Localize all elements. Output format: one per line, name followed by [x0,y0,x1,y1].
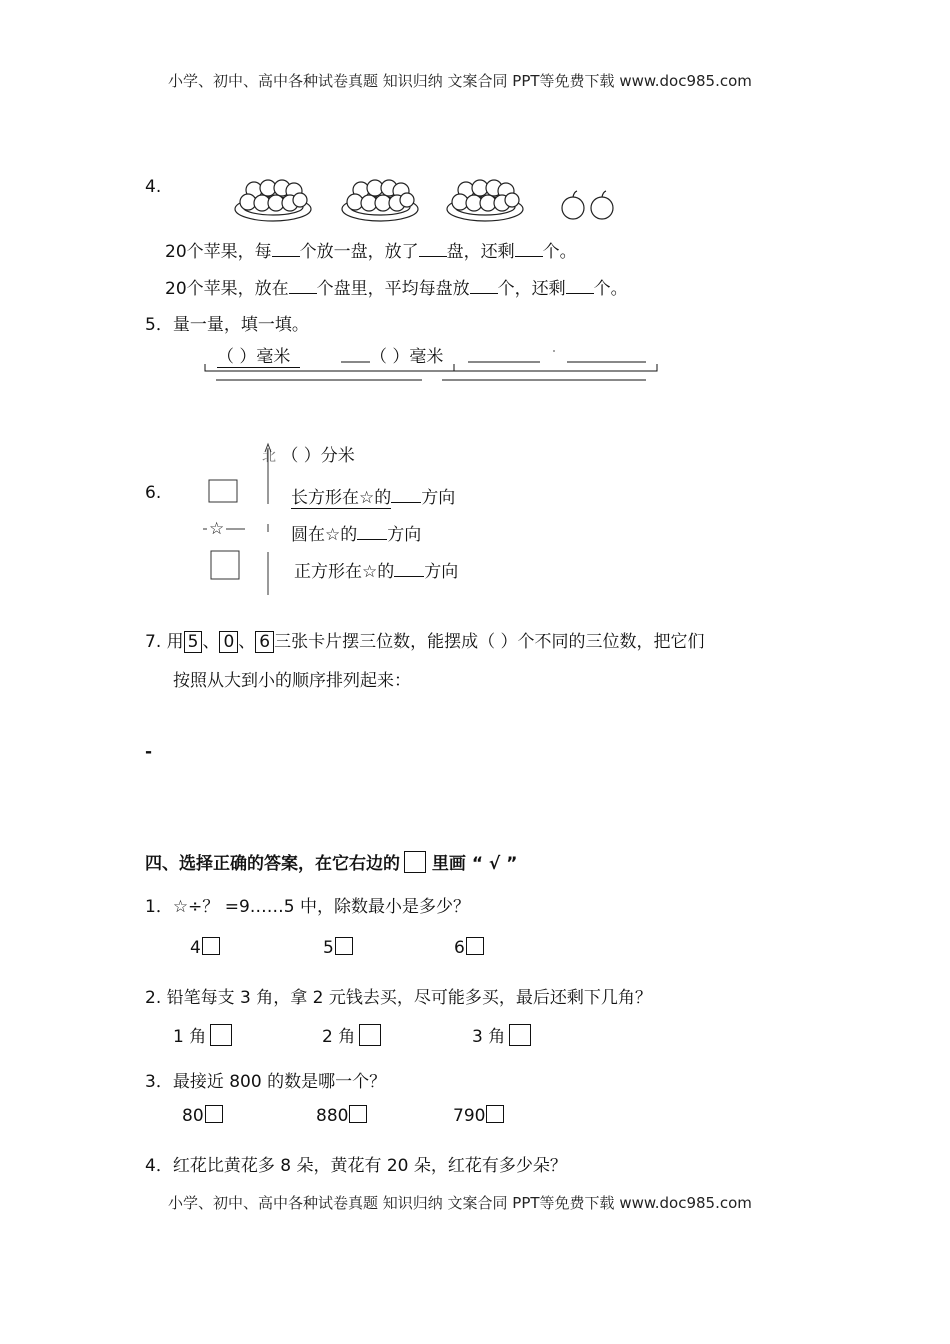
q4-line1: 20个苹果，每 个放一盘，放了 盘，还剩 个。 [165,242,577,262]
s4-q1-option-b[interactable]: 5 [323,937,353,958]
blank[interactable] [272,240,300,257]
q5-label-2: （ ）毫米 [370,347,444,367]
checkbox[interactable] [486,1105,504,1123]
card-5: 5 [184,631,203,653]
s4-q1-text: 1．☆÷？ =9……5 中，除数最小是多少？ [145,897,470,917]
checkbox[interactable] [349,1105,367,1123]
s4-q3-option-c[interactable]: 790 [453,1105,504,1126]
s4-q2-option-b[interactable]: 2 角 [322,1022,381,1047]
q6-sentence-1: 长方形在☆的 方向 [291,488,456,508]
blank[interactable] [357,523,387,540]
q6-number: 6. [145,483,162,503]
q4-number: 4. [145,177,162,197]
q6-sentence-3: 正方形在☆的 方向 [294,562,459,582]
s4-q2-text: 2. 铅笔每支 3 角，拿 2 元钱去买，尽可能多买，最后还剩下几角？ [145,988,652,1008]
q7-line2: 按照从大到小的顺序排列起来： [173,671,411,691]
blank[interactable] [566,277,594,294]
page-header: 小学、初中、高中各种试卷真题 知识归纳 文案合同 PPT等免费下载 www.doc985.com [168,72,752,90]
blank[interactable] [394,560,424,577]
s4-q2-option-c[interactable]: 3 角 [472,1022,531,1047]
checkbox[interactable] [335,937,353,955]
q7-answer-dash: - [145,742,153,762]
checkbox[interactable] [509,1024,531,1046]
q7-line1: 7. 用 5 、 0 、 6 三张卡片摆三位数，能摆成（ ）个不同的三位数，把它们 [145,632,705,652]
s4-q3-text: 3．最接近 800 的数是哪一个？ [145,1072,387,1092]
s4-q2-option-a[interactable]: 1 角 [173,1022,232,1047]
checkbox[interactable] [210,1024,232,1046]
s4-q4-text: 4．红花比黄花多 8 朵，黄花有 20 朵，红花有多少朵？ [145,1156,567,1176]
q6-sentence-2: 圆在☆的 方向 [291,525,422,545]
north-label: 北 [262,449,276,465]
card-6: 6 [255,631,274,653]
q4-line2: 20个苹果，放在 个盘里，平均每盘放 个，还剩 个。 [165,279,628,299]
star-icon: ☆ [209,519,225,539]
checkbox[interactable] [466,937,484,955]
q5-label-3: 北 （ ）分米 [262,446,355,466]
blank[interactable] [391,486,421,503]
measurement-segments [200,340,670,390]
q5-label-1: （ ）毫米 [217,342,300,368]
checkbox[interactable] [202,937,220,955]
section4-title: 四、选择正确的答案，在它右边的 里画 “ √ ” [145,849,517,874]
checkbox[interactable] [359,1024,381,1046]
s4-q3-option-a[interactable]: 80 [182,1105,223,1126]
checkbox[interactable] [205,1105,223,1123]
card-0: 0 [219,631,238,653]
s4-q1-option-c[interactable]: 6 [454,937,484,958]
blank[interactable] [515,240,543,257]
page-footer: 小学、初中、高中各种试卷真题 知识归纳 文案合同 PPT等免费下载 www.doc985.com [168,1194,752,1212]
s4-q3-option-b[interactable]: 880 [316,1105,367,1126]
apple-plates-illustration [230,176,630,228]
blank[interactable] [470,277,498,294]
blank[interactable] [289,277,317,294]
checkbox-example [404,851,426,873]
q5-title: 5．量一量，填一填。 [145,315,309,335]
s4-q1-option-a[interactable]: 4 [190,937,220,958]
blank[interactable] [419,240,447,257]
